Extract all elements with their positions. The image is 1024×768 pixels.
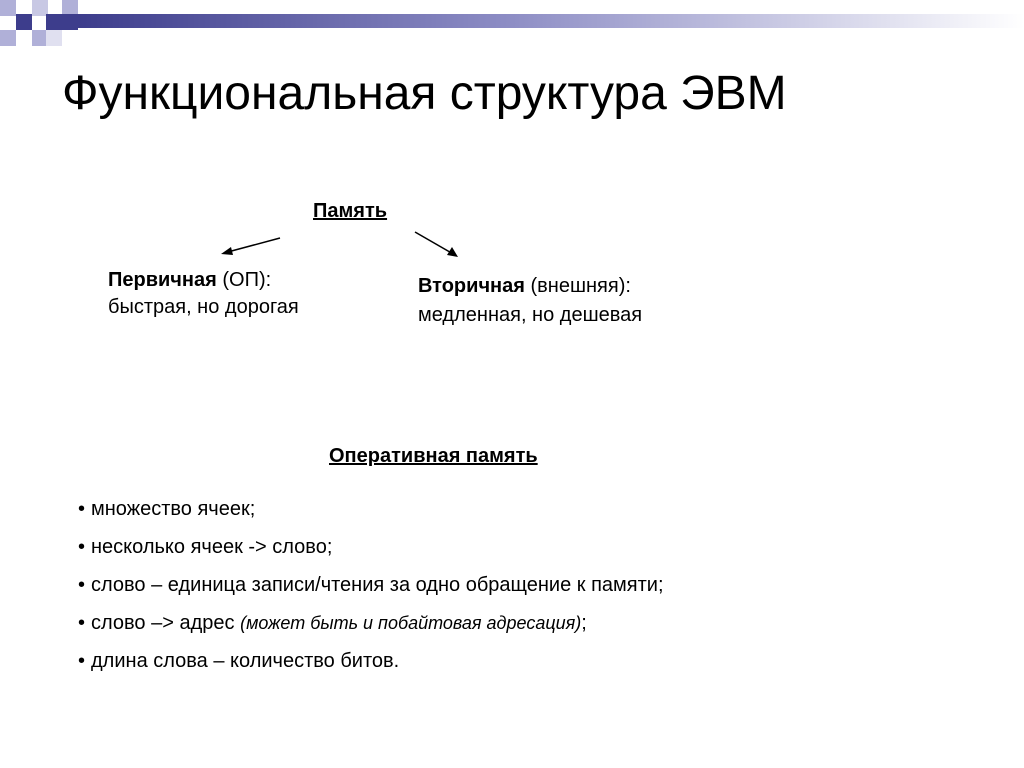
bullet-icon: • [78,498,86,520]
deco-square [0,30,16,46]
deco-square [0,0,16,16]
deco-square [32,30,48,46]
list-item [78,646,664,684]
bullet-icon: • [78,612,86,634]
deco-square [62,0,78,16]
secondary-memory-qualifier: (внешняя): [524,275,631,297]
memory-heading: Память [313,200,388,222]
bullet-icon: • [78,536,86,558]
list-item [78,608,664,646]
secondary-memory-description: медленная, но дешевая [418,304,643,326]
arrow-to-secondary [415,232,455,255]
arrow-head-secondary-icon [447,247,458,257]
bullet-icon: • [78,574,86,596]
list-item-end: ; [581,612,587,634]
deco-square [46,14,62,30]
header-band [78,14,1024,28]
ram-bullet-list [78,494,664,684]
primary-memory-title [108,267,299,294]
list-item-note: (может быть и побайтовая адресация) [240,613,582,633]
list-item-text: слово –> адрес [91,612,241,634]
primary-memory-description: быстрая, но дорогая [108,296,299,318]
secondary-memory-title [418,272,642,301]
list-item-text: несколько ячеек -> слово; [91,536,333,558]
decorative-header-squares [0,0,1024,60]
list-item-text: слово – единица записи/чтения за одно обращение к памяти; [91,574,664,596]
list-item [78,494,664,532]
slide-title: Функциональная структура ЭВМ [62,67,787,120]
deco-square [32,0,48,16]
list-item-text: множество ячеек; [91,498,256,520]
deco-square [46,30,62,46]
deco-square [16,14,32,30]
primary-memory-qualifier: (ОП): [216,269,272,291]
arrow-head-primary-icon [221,247,233,255]
primary-memory [108,267,299,321]
bullet-icon: • [78,650,86,672]
primary-memory-label: Первичная [108,269,217,291]
list-item [78,570,664,608]
deco-square [16,0,32,16]
deco-square [62,14,78,30]
ram-heading: Оперативная память [329,445,538,467]
secondary-memory [418,272,642,330]
secondary-memory-label: Вторичная [418,275,525,297]
list-item [78,532,664,570]
arrow-to-primary [224,238,280,253]
list-item-text: длина слова – количество битов. [91,650,400,672]
